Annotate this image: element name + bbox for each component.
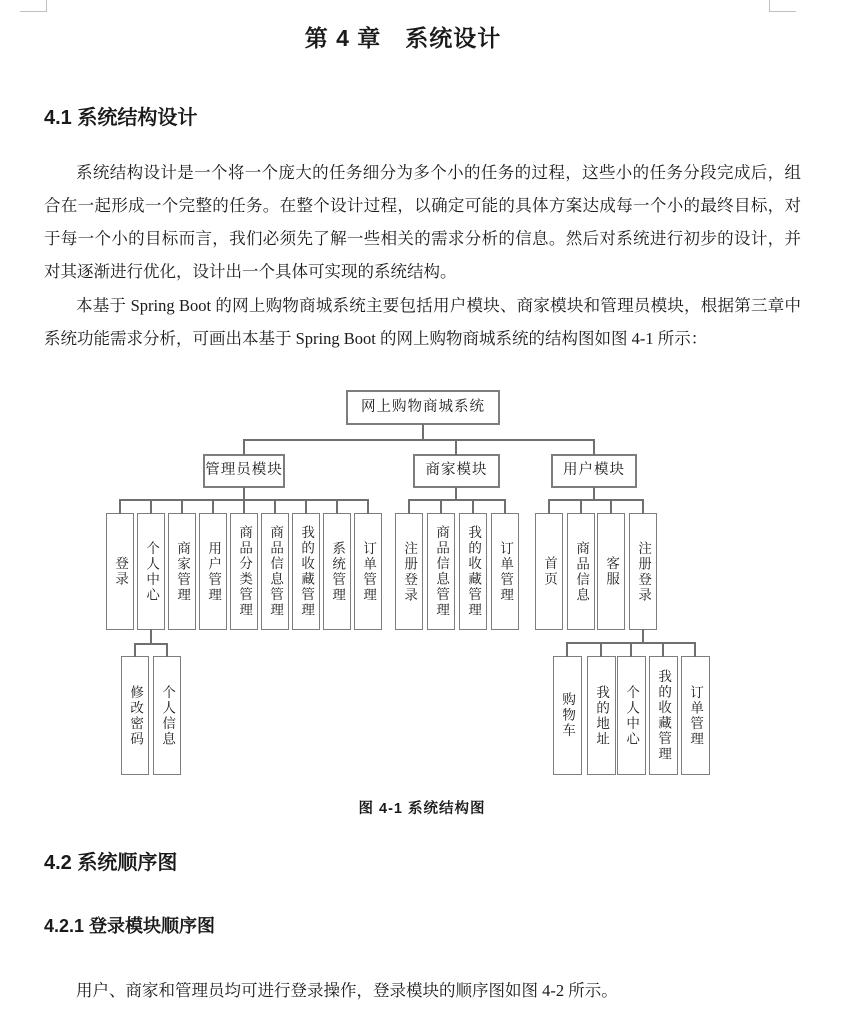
connector-line [243, 440, 245, 455]
diagram-node-user-grand-0-label: 购物车 [560, 692, 576, 739]
diagram-node-module-merchant [413, 454, 500, 488]
diagram-node-admin-child-4-label: 商品分类管理 [237, 525, 253, 618]
diagram-node-user-grand-2-label: 个人中心 [624, 684, 640, 747]
connector-line [119, 500, 121, 514]
diagram-node-merchant-child-0-label: 注册登录 [402, 540, 418, 603]
diagram-node-admin-child-7 [323, 513, 351, 630]
paragraph-structure-design-intro: 系统结构设计是一个将一个庞大的任务细分为多个小的任务的过程，这些小的任务分段完成后，组合在一起形成一个完整的任务。在整个设计过程，以确定可能的具体方案达成每一个小的最终目标，对于每一个小的目标而言，我们必须先了解一些相关的需求分析的信息。然后对系统进行初步的设计，并对其逐渐进行优化，设计出一个具体可实现的系统结构。 [44, 163, 801, 281]
connector-line [610, 500, 612, 514]
connector-line [548, 500, 550, 514]
diagram-node-admin-child-1-label: 个人中心 [144, 540, 160, 603]
connector-line [134, 643, 168, 645]
chapter-title: 第 4 章 系统设计 [304, 25, 502, 51]
section-heading-4-2-1: 4.2.1 登录模块顺序图 [44, 916, 216, 936]
diagram-node-root [346, 390, 500, 425]
diagram-node-admin-grand-1-label: 个人信息 [160, 684, 176, 747]
diagram-node-module-admin [203, 454, 285, 488]
connector-line [504, 500, 506, 514]
paragraph-login-sequence-intro: 用户、商家和管理员均可进行登录操作，登录模块的顺序图如图 4-2 所示。 [76, 981, 618, 1000]
connector-line [166, 644, 168, 657]
diagram-node-admin-child-3-label: 用户管理 [206, 540, 222, 603]
connector-line [580, 500, 582, 514]
connector-line [274, 500, 276, 514]
diagram-node-admin-grand-0 [121, 656, 149, 775]
diagram-node-admin-child-1 [137, 513, 165, 630]
diagram-node-user-grand-2 [617, 656, 646, 775]
diagram-node-user-child-2-label: 客服 [604, 556, 620, 587]
diagram-node-admin-child-0-label: 登录 [113, 556, 129, 587]
diagram-node-merchant-child-3-label: 订单管理 [498, 540, 514, 603]
diagram-node-merchant-child-2-label: 我的收藏管理 [466, 525, 482, 618]
diagram-node-admin-child-8-label: 订单管理 [361, 540, 377, 603]
connector-line [694, 643, 696, 657]
diagram-node-admin-child-5-label: 商品信息管理 [268, 525, 284, 618]
diagram-node-user-child-0 [535, 513, 563, 630]
connector-line [243, 439, 595, 441]
diagram-node-admin-child-0 [106, 513, 134, 630]
diagram-node-user-child-3-label: 注册登录 [636, 540, 652, 603]
connector-line [593, 440, 595, 455]
diagram-node-user-child-2 [597, 513, 625, 630]
diagram-node-module-merchant-label: 商家模块 [425, 462, 488, 479]
connector-line [243, 500, 245, 514]
diagram-node-admin-grand-1 [153, 656, 181, 775]
diagram-node-root-label: 网上购物商城系统 [361, 398, 485, 415]
connector-line [212, 500, 214, 514]
diagram-node-user-grand-0 [553, 656, 582, 775]
connector-line [367, 500, 369, 514]
section-heading-4-1: 4.1 系统结构设计 [44, 107, 198, 129]
connector-line [662, 643, 664, 657]
diagram-node-admin-child-2 [168, 513, 196, 630]
diagram-node-user-grand-1 [587, 656, 616, 775]
diagram-node-admin-child-5 [261, 513, 289, 630]
diagram-node-user-grand-3-label: 我的收藏管理 [656, 669, 672, 762]
diagram-node-module-admin-label: 管理员模块 [205, 462, 283, 479]
connector-line [455, 440, 457, 455]
diagram-node-admin-child-3 [199, 513, 227, 630]
diagram-node-user-child-0-label: 首页 [542, 556, 558, 587]
diagram-node-merchant-child-2 [459, 513, 487, 630]
connector-line [440, 500, 442, 514]
connector-line [134, 644, 136, 657]
diagram-node-user-grand-3 [649, 656, 678, 775]
connector-line [150, 500, 152, 514]
connector-line [548, 499, 644, 501]
diagram-node-merchant-child-1 [427, 513, 455, 630]
diagram-node-user-child-3 [629, 513, 657, 630]
connector-line [642, 500, 644, 514]
figure-caption: 图 4-1 系统结构图 [358, 801, 486, 817]
connector-line [566, 643, 568, 657]
diagram-node-user-child-1-label: 商品信息 [574, 540, 590, 603]
diagram-node-user-child-1 [567, 513, 595, 630]
diagram-node-admin-child-6-label: 我的收藏管理 [299, 525, 315, 618]
connector-line [181, 500, 183, 514]
diagram-node-module-user [551, 454, 637, 488]
connector-line [408, 499, 506, 501]
diagram-node-user-grand-1-label: 我的地址 [594, 684, 610, 747]
diagram-node-user-grand-4 [681, 656, 710, 775]
diagram-node-merchant-child-3 [491, 513, 519, 630]
section-heading-4-2: 4.2 系统顺序图 [44, 852, 178, 874]
connector-line [336, 500, 338, 514]
diagram-node-admin-grand-0-label: 修改密码 [128, 684, 144, 747]
diagram-node-merchant-child-0 [395, 513, 423, 630]
diagram-node-merchant-child-1-label: 商品信息管理 [434, 525, 450, 618]
diagram-node-admin-child-4 [230, 513, 258, 630]
connector-line [408, 500, 410, 514]
diagram-node-admin-child-7-label: 系统管理 [330, 540, 346, 603]
connector-line [600, 643, 602, 657]
connector-line [630, 643, 632, 657]
paragraph-springboot-modules: 本基于 Spring Boot 的网上购物商城系统主要包括用户模块、商家模块和管理员模块，根据第三章中系统功能需求分析，可画出本基于 Spring Boot 的网上购物商城系统的结构图如图 4-1 所示： [44, 296, 801, 348]
diagram-node-module-user-label: 用户模块 [563, 462, 625, 479]
diagram-node-admin-child-2-label: 商家管理 [175, 540, 191, 603]
diagram-node-user-grand-4-label: 订单管理 [688, 684, 704, 747]
connector-line [305, 500, 307, 514]
diagram-node-admin-child-6 [292, 513, 320, 630]
connector-line [472, 500, 474, 514]
diagram-node-admin-child-8 [354, 513, 382, 630]
